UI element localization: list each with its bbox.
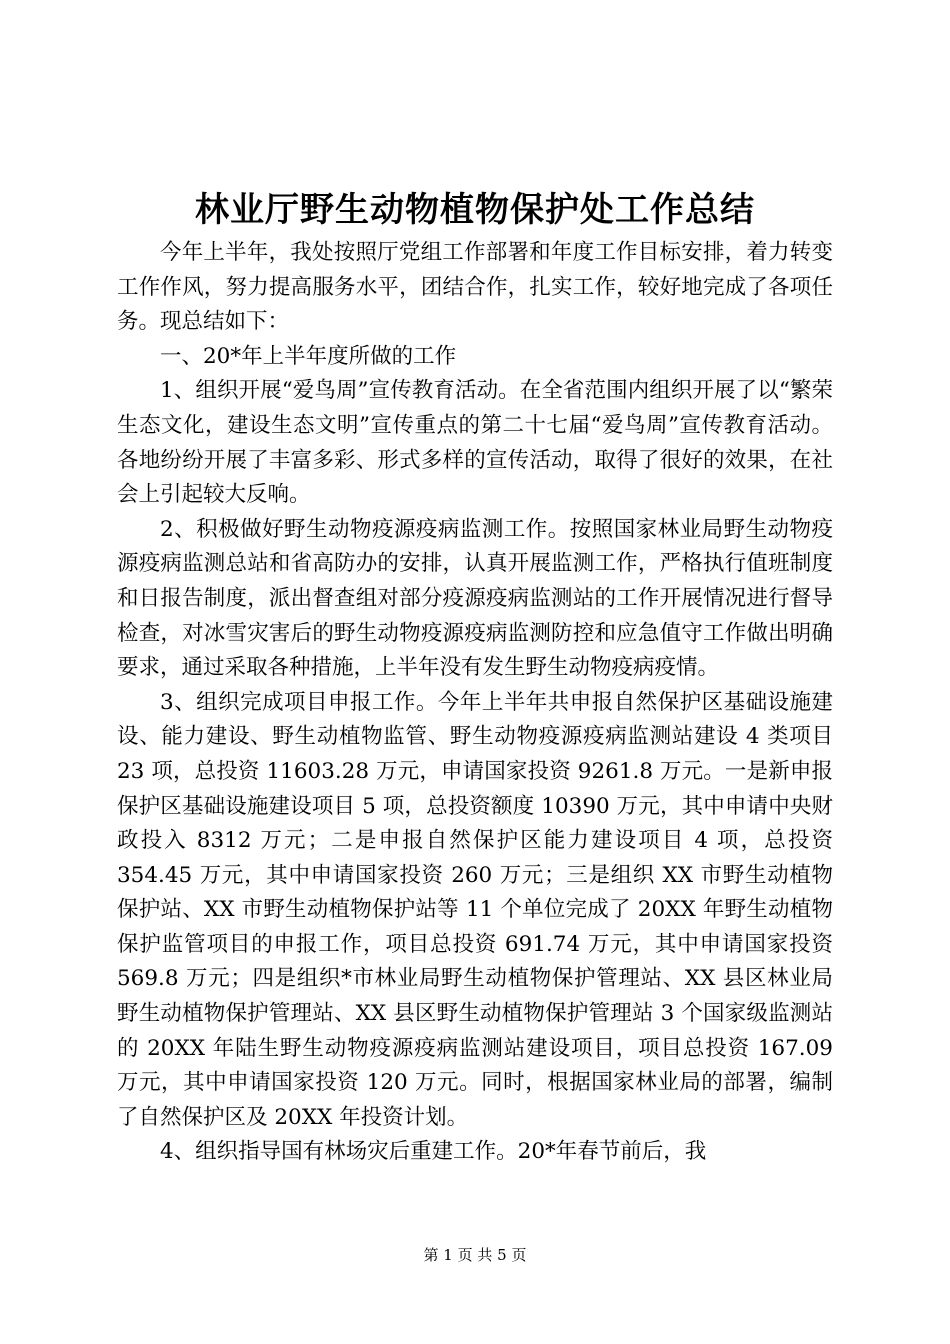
paragraph-item-1: 1、组织开展“爱鸟周”宣传教育活动。在全省范围内组织开展了以“繁荣生态文化，建设生态文明”宣传重点的第二十七届“爱鸟周”宣传教育活动。各地纷纷开展了丰富多彩、形式多样的宣传活动，取得了很好的效果，在社会上引起较大反响。 bbox=[117, 378, 833, 508]
paragraph-item-2: 2、积极做好野生动物疫源疫病监测工作。按照国家林业局野生动物疫源疫病监测总站和省高防办的安排，认真开展监测工作，严格执行值班制度和日报告制度，派出督查组对部分疫源疫病监测站的工作开展情况进行督导检查，对冰雪灾害后的野生动物疫源疫病监测防控和应急值守工作做出明确要求，通过采取各种措施，上半年没有发生野生动物疫病疫情。 bbox=[117, 516, 833, 681]
document-title: 林业厅野生动物植物保护处工作总结 bbox=[195, 190, 755, 230]
page-footer: 第 1 页 共 5 页 bbox=[423, 1246, 527, 1264]
paragraph-item-4: 4、组织指导国有林场灾后重建工作。20*年春节前后，我 bbox=[160, 1139, 707, 1165]
section-heading: 一、20*年上半年度所做的工作 bbox=[160, 343, 457, 369]
intro-paragraph: 今年上半年，我处按照厅党组工作部署和年度工作目标安排，着力转变工作作风，努力提高服务水平，团结合作，扎实工作，较好地完成了各项任务。现总结如下： bbox=[117, 240, 833, 335]
document-body bbox=[117, 236, 833, 1170]
paragraph-item-3: 3、组织完成项目申报工作。今年上半年共申报自然保护区基础设施建设、能力建设、野生动植物监管、野生动物疫源疫病监测站建设 4 类项目 23 项，总投资 11603.28 万元，申请国家投资 9261.8 万元。一是新申报保护区基础设施建设项目 5 项，总投资额度 10390 万元，其中申请中央财政投入 8312 万元；二是申报自然保护区能力建设项目 4 项，总投资 354.45 万元，其中申请国家投资 260 万元；三是组织 XX 市野生动植物保护站、XX 市野生动植物保护站等 11 个单位完成了 20XX 年野生动植物保护监管项目的申报工作，项目总投资 691.74 万元，其中申请国家投资 569.8 万元；四是组织*市林业局野生动植物保护管理站、XX 县区林业局野生动植物保护管理站、XX 县区野生动植物保护管理站 3 个国家级监测站的 20XX 年陆生野生动物疫源疫病监测站建设项目，项目总投资 167.09 万元，其中申请国家投资 120 万元。同时，根据国家林业局的部署，编制了自然保护区及 20XX 年投资计划。 bbox=[117, 689, 833, 1130]
